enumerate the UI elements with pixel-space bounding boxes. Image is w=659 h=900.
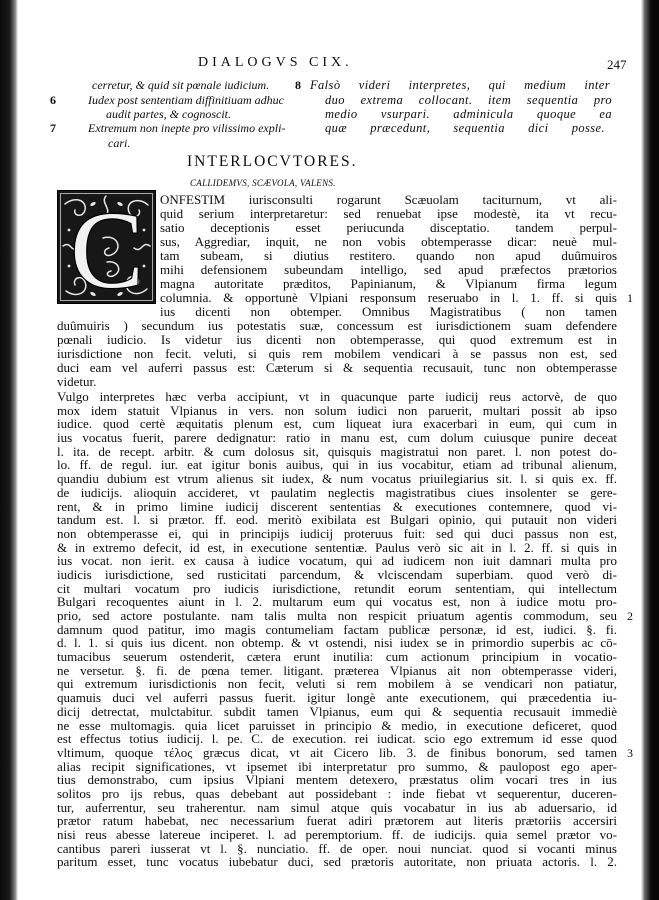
summary-line: Extremum non inepte pro vilissimo expli- [88,121,286,135]
text-line: iurisdictione non fecit. veluti, si quis rem mobilem vendicari à se passus non est, sed [57,346,617,361]
summary-line: duo extrema collocant. item sequentia pro [325,93,612,107]
interlocutores-names: CALLIDEMVS, SCÆVOLA, VALENS. [190,178,336,188]
summary-line: Falsò videri interpretes, qui medium inter [310,78,610,92]
margin-note: 1 [627,291,633,305]
margin-note: 3 [627,746,633,760]
text-line: nisi reus abesse latereue inciperet. l. ad peremptorium. ff. de iudicijs. quia semel prætor vo- [57,827,617,842]
summary-line: audit partes, & cognoscit. [106,107,231,121]
text-line: & in extremo defecit, id est, in executione sententiæ. Paulus verò sic ait in l. 2. ff. si quis in [57,539,617,555]
text-line: duci eam vel auferri passus est: Cæterum si & sequentia recusauit, tunc non obtemperasse [57,360,617,375]
text-line: tius demonstrabo, cum ipsius Vlpiani mentem detexero, præstatus olim vocari tres in ius [57,772,617,788]
text-line: tam subeam, si diutius restitero. quando non apud duûmuiros [160,248,617,263]
summary-item-number: 6 [50,93,56,107]
text-line: tumacibus seuerum ostenderit, cætera erunt inutilia: cum actionum principium in vocatio- [57,649,617,665]
summary-line: medio vsurpari. adminicula quoque ea [325,107,612,121]
text-line: tur, auferrentur, seu traherentur. nam simul atque quis vocabatur in ius ab aduersario, id [57,799,617,815]
text-line: ne esse multomagis. quia licet paruisset in principio & medio, in executione deficeret, quod [57,717,617,733]
text-line: de iudicijs. alioquin accideret, vt paulatim neglectis magistratibus ciues insolenter se gere- [57,484,617,500]
text-line: est effectus totius iudicij. l. pe. C. de execution. rei iudicat. scio ego extremum id esse quod [57,731,617,747]
text-line: ius vocat. non ierit. ex causa à iudice vocatum, qui ad iudicem non iuit damnari multa pro [57,553,617,569]
text-line: ne versetur. §. fi. de pœna temer. litigant. præterea Vlpianus ait non obtemperasse videri, [57,662,617,678]
text-line: alias recipit significationes, vt ipsemet ibi interpretatur pro summo, & paulopost ego aper- [57,758,617,774]
text-line: mihi defensionem subeundam intelligo, sed apud præfectos prætorios [160,262,617,277]
text-line: magna autoritate præditos, Papinianum, & Vlpianum firma legum [160,276,617,291]
text-line: d. l. 1. si quis ius dicent. non obtemp. & vt ostendi, nisi iudex se in primordio superbis ac cō- [57,635,617,651]
summary-line: Iudex post sententiam diffinitiuam adhuc [88,93,284,107]
interlocutores-heading: INTERLOCVTORES. [187,153,358,170]
text-line: iudicis iurisdictione, sed rusticitati parcendum, & vlciscendam superbiam. quod verò di- [57,566,617,582]
text-line: Bulgari recoquentes aiunt in l. 2. multarum eum qui vocatus est, non à iudice motu pro- [57,594,617,610]
running-title: DIALOGVS CIX. [198,55,353,70]
summary-line: cerretur, & quid sit pœnale iudicium. [92,78,270,92]
text-line: satio deceptionis esset periucunda disceptatio. tandem perpul- [160,220,617,235]
text-line: iudice. quod certè æquitatis plenum est, cum liqueat iura exacerbari in eum, qui cum in [57,416,617,432]
text-line: columnia. & opportunè Vlpiani responsum reseruabo in l. 1. ff. si quis [160,290,617,305]
text-line: tandum est. l. si prætor. ff. eod. meritò exibilata est Bulgari opinio, qui putauit non videri [57,512,617,528]
text-line: quandiu dubium est vtrum alienus sit iudex, & num vocatus priuilegiarius sit. l. si quis ex. ff. [57,471,617,487]
text-line: ius vocatus fuerit, parere dedignatur: ratio in manu est, cum dolum cuiusque punire deceat [57,430,617,446]
text-line: prætor ratum habebat, nec necessarium fuerat adiri prætorem aut literis prætoriis accersiri [57,813,617,829]
initial-letter: C [70,190,144,304]
page-number: 247 [607,57,627,72]
paragraph-1 [57,193,617,389]
text-line: cantibus pareri iusserat vt l. §. nunciatio. ff. de oper. noui nunciat. quod si vocanti minus [57,840,617,856]
summary-line: cari. [108,136,131,150]
text-line: quamuis duci vel auferri passus fuerit. igitur longè ante executionem, qui præcedentia iu- [57,690,617,706]
summary-line: quæ præcedunt, sequentia dici posse. [325,121,605,135]
scan-edge-right [641,0,659,900]
text-line: qui extremum iurisdictionis non fecit, veluti si rem mobilem à se vendicari non patiatur, [57,676,617,692]
text-line: ONFESTIM iurisconsulti rogarunt Scæuolam taciturnum, vt ali- [160,192,617,207]
margin-note: 2 [627,609,633,623]
text-line: cit multari vocatum pro iudicis iurisdictione, retundit eorum sententiam, qui intellectum [57,580,617,596]
text-line: mox idem statuit Vlpianus in vers. non solum iudici non paruerit, multari possit ab ipso [57,402,617,418]
text-line: l. ita. de recept. arbitr. & cum dolosus sit, quisquis magistratui non paret. l. non potest do- [57,443,617,459]
text-line: solitos pro ijs rebus, quas debebant aut possidebant : inde fiebat vt sequerentur, duceren- [57,785,617,801]
text-line: rent, & in primo limine iudicij discerent sententias & executiones contemnere, quod vi- [57,498,617,514]
scan-edge-left [0,0,18,900]
text-line: pœnali iudicio. Is videtur ius dicenti non obtemperasse, qui quod extremum est in [57,332,617,347]
text-line: damnum quod patitur, imo magis contumeliam factam publicæ personæ, id est, iudici. §. fi. [57,621,617,637]
text-line: quid serium interpretaretur: sed renuebat ipse modestè, ita vt recu- [160,206,617,221]
text-line: videtur. [57,374,97,389]
text-line: non obtemperasse ei, qui in principijs iudicij proteruus fuit: sed qui duci passus non est, [57,525,617,541]
text-line: lo. ff. de regul. iur. eat igitur bonis auibus, qui in ius vocabitur, etiam ad tribunal alienum, [57,457,617,473]
summary-item-number: 7 [50,121,56,135]
text-line: dicij detrectat, mulctabitur. subdit tamen Vlpianus, eum qui & sequentia recusauit immediè [57,703,617,719]
text-line: ius dicenti non obtemper. Omnibus Magistratibus ( non tamen [160,304,617,319]
text-line: paritum esset, tunc vocatus iubebatur duci, sed prætoris autoritate, non priuata actoris. l. 2. [57,854,617,870]
text-line: Vulgo interpretes hæc verba accipiunt, vt in quacunque parte iudicij reus actorvè, de quo [57,389,617,404]
text-line: duûmuiris ) secundum ius potestatis suæ, concessum est iurisdictionem suam defendere [57,318,617,333]
text-line: vltimum, quoque τέλος græcus dicat, vt ait Cicero lib. 3. de finibus bonorum, sed tamen [57,744,617,760]
paragraph-2 [57,390,617,869]
text-line: sus, Aggrediar, inquit, ne non vobis obtemperasse dicar: neuè mul- [160,234,617,249]
summary-item-number: 8 [295,78,301,92]
text-line: prio, sed actore postulante. nam talis multa non respicit priuatum agentis commodum, seu [57,608,617,623]
